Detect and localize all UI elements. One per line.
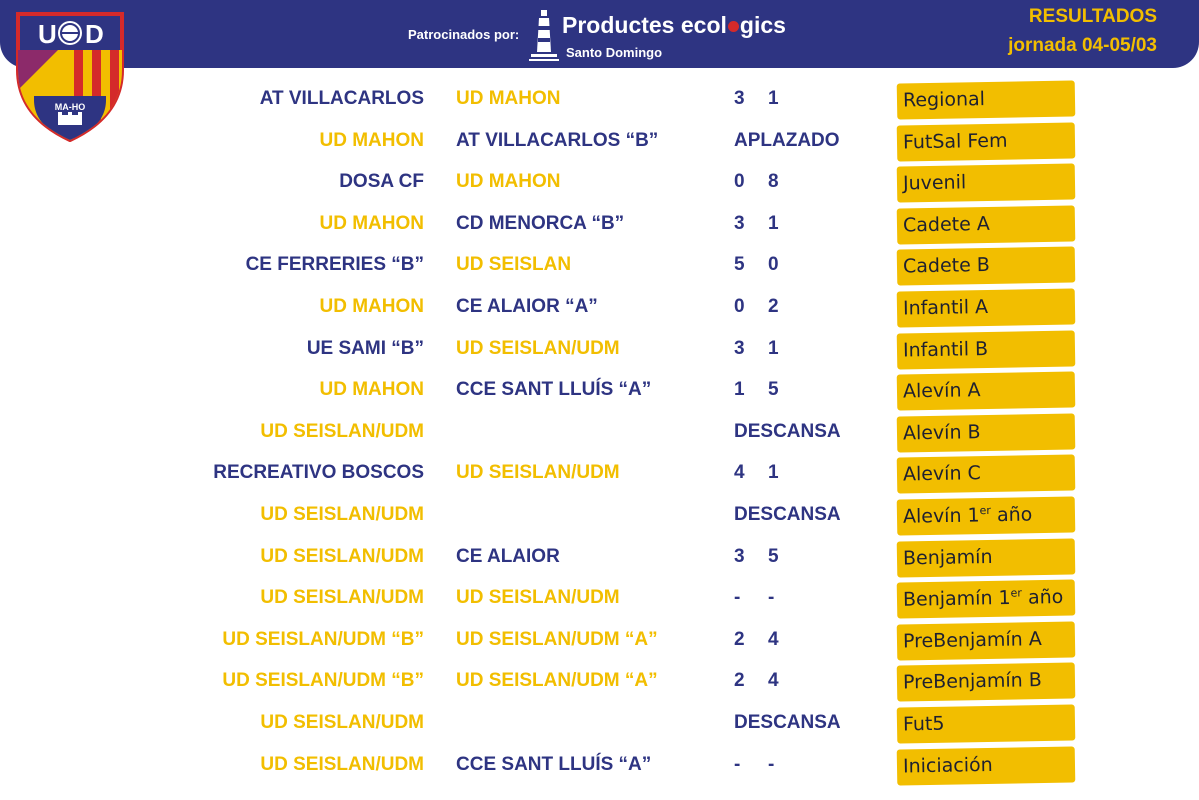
away-team: UD MAHON bbox=[456, 171, 561, 193]
category-label: Infantil B bbox=[902, 337, 989, 362]
category-label: Alevín A bbox=[902, 379, 981, 403]
away-score: 5 bbox=[768, 379, 779, 401]
category-tag bbox=[897, 538, 1076, 577]
home-team: DOSA CF bbox=[339, 171, 424, 193]
away-team: UD MAHON bbox=[456, 88, 561, 109]
category-tag bbox=[897, 330, 1076, 369]
category-tag bbox=[897, 164, 1076, 203]
home-team: UD SEISLAN/UDM “B” bbox=[222, 670, 424, 692]
category-tag bbox=[897, 580, 1076, 619]
home-team: UD MAHON bbox=[319, 296, 424, 317]
home-score: 3 bbox=[734, 337, 745, 359]
result-row bbox=[0, 415, 1199, 451]
home-team: UD SEISLAN/UDM bbox=[260, 504, 424, 525]
away-score: - bbox=[768, 753, 775, 775]
sponsor-subtitle: Santo Domingo bbox=[566, 45, 663, 60]
result-row bbox=[0, 290, 1199, 326]
away-team: UD SEISLAN/UDM bbox=[456, 337, 620, 359]
home-team: UE SAMI “B” bbox=[306, 337, 424, 359]
match-status: APLAZADO bbox=[734, 129, 840, 151]
category-tag bbox=[897, 746, 1076, 785]
results-title: RESULTADOS bbox=[1028, 6, 1157, 27]
result-row bbox=[0, 498, 1199, 534]
category-tag bbox=[897, 247, 1076, 286]
away-team: UD SEISLAN bbox=[456, 254, 572, 276]
away-score: 1 bbox=[768, 88, 779, 109]
category-label: Regional bbox=[902, 88, 986, 112]
club-crest-logo bbox=[14, 10, 126, 142]
result-row bbox=[0, 124, 1199, 160]
away-team: AT VILLACARLOS “B” bbox=[456, 129, 659, 151]
result-row bbox=[0, 706, 1199, 742]
category-label: Alevín 1er año bbox=[902, 503, 1033, 528]
category-label: PreBenjamín B bbox=[902, 669, 1042, 694]
away-score: 4 bbox=[768, 670, 779, 692]
result-row bbox=[0, 207, 1199, 243]
result-row bbox=[0, 748, 1199, 784]
home-score: 3 bbox=[734, 545, 745, 567]
sponsor-label: Patrocinados por: bbox=[408, 27, 520, 42]
home-score: 1 bbox=[734, 379, 745, 401]
home-score: 5 bbox=[734, 254, 745, 276]
home-score: 2 bbox=[734, 628, 745, 650]
away-team: CD MENORCA “B” bbox=[456, 212, 625, 234]
away-score: 1 bbox=[768, 337, 779, 359]
category-label: Alevín C bbox=[902, 462, 982, 486]
away-score: 1 bbox=[768, 462, 779, 484]
home-score: 3 bbox=[734, 88, 745, 109]
away-team: CCE SANT LLUÍS “A” bbox=[456, 379, 652, 401]
result-row bbox=[0, 623, 1199, 659]
away-score: 5 bbox=[768, 545, 779, 567]
result-row bbox=[0, 581, 1199, 617]
category-label: Infantil A bbox=[902, 295, 989, 320]
category-tag bbox=[897, 704, 1076, 743]
result-row bbox=[0, 373, 1199, 409]
away-team: UD SEISLAN/UDM “A” bbox=[456, 670, 658, 692]
away-score: 4 bbox=[768, 628, 779, 650]
home-team: UD MAHON bbox=[319, 379, 424, 401]
category-tag bbox=[897, 621, 1076, 660]
away-team: UD SEISLAN/UDM bbox=[456, 587, 620, 609]
tomato-icon bbox=[728, 21, 739, 32]
away-score: 2 bbox=[768, 296, 779, 317]
home-team: UD MAHON bbox=[319, 212, 424, 234]
result-row bbox=[0, 332, 1199, 368]
crest-motto: MA-HO bbox=[54, 102, 86, 112]
away-team: UD SEISLAN/UDM bbox=[456, 462, 620, 484]
away-score: 8 bbox=[768, 171, 779, 193]
home-team: AT VILLACARLOS bbox=[259, 88, 424, 109]
away-team: UD SEISLAN/UDM “A” bbox=[456, 628, 658, 650]
crest-letter-right: D bbox=[85, 19, 104, 49]
crest-letter-left: U bbox=[38, 19, 57, 49]
category-label: Benjamín bbox=[902, 545, 993, 570]
category-label: Juvenil bbox=[902, 171, 967, 195]
category-tag bbox=[897, 288, 1076, 327]
sponsor-name: Productes ecol gics bbox=[562, 12, 786, 38]
category-label: PreBenjamín A bbox=[902, 627, 1042, 653]
lighthouse-icon bbox=[528, 8, 560, 64]
home-team: UD SEISLAN/UDM bbox=[260, 545, 424, 567]
home-score: 2 bbox=[734, 670, 745, 692]
away-score: 1 bbox=[768, 212, 779, 234]
away-score: - bbox=[768, 587, 775, 609]
category-tag bbox=[897, 663, 1076, 702]
home-score: 0 bbox=[734, 171, 745, 193]
home-score: - bbox=[734, 753, 741, 775]
result-row bbox=[0, 540, 1199, 576]
home-team: CE FERRERIES “B” bbox=[245, 254, 424, 276]
header-bar bbox=[0, 0, 1199, 68]
category-label: Iniciación bbox=[902, 753, 993, 778]
category-tag bbox=[897, 413, 1076, 452]
home-team: UD SEISLAN/UDM “B” bbox=[222, 628, 424, 650]
category-label: FutSal Fem bbox=[902, 129, 1008, 154]
category-label: Cadete A bbox=[902, 212, 991, 237]
home-team: UD MAHON bbox=[319, 129, 424, 151]
category-tag bbox=[897, 122, 1076, 161]
match-status: DESCANSA bbox=[734, 420, 841, 442]
category-tag bbox=[897, 80, 1076, 119]
category-label: Alevín B bbox=[902, 420, 981, 445]
match-status: DESCANSA bbox=[734, 504, 841, 525]
results-subtitle: jornada 04-05/03 bbox=[1008, 35, 1157, 56]
away-team: CE ALAIOR bbox=[456, 545, 560, 567]
home-team: UD SEISLAN/UDM bbox=[260, 587, 424, 609]
home-score: 3 bbox=[734, 212, 745, 234]
sponsor-logo bbox=[528, 8, 808, 64]
home-team: UD SEISLAN/UDM bbox=[260, 420, 424, 442]
away-score: 0 bbox=[768, 254, 779, 276]
home-score: 4 bbox=[734, 462, 745, 484]
result-row bbox=[0, 165, 1199, 201]
category-label: Benjamín 1er año bbox=[902, 586, 1064, 611]
home-score: - bbox=[734, 587, 741, 609]
match-status: DESCANSA bbox=[734, 712, 841, 733]
result-row bbox=[0, 82, 1199, 118]
category-tag bbox=[897, 496, 1076, 535]
category-tag bbox=[897, 205, 1076, 244]
category-label: Fut5 bbox=[902, 712, 945, 736]
result-row bbox=[0, 664, 1199, 700]
home-score: 0 bbox=[734, 296, 745, 317]
away-team: CCE SANT LLUÍS “A” bbox=[456, 753, 652, 775]
home-team: UD SEISLAN/UDM bbox=[260, 753, 424, 775]
away-team: CE ALAIOR “A” bbox=[456, 296, 598, 317]
category-label: Cadete B bbox=[902, 254, 991, 278]
result-row bbox=[0, 248, 1199, 284]
category-tag bbox=[897, 372, 1076, 411]
home-team: RECREATIVO BOSCOS bbox=[213, 462, 424, 484]
result-row bbox=[0, 456, 1199, 492]
home-team: UD SEISLAN/UDM bbox=[260, 712, 424, 733]
category-tag bbox=[897, 455, 1076, 494]
